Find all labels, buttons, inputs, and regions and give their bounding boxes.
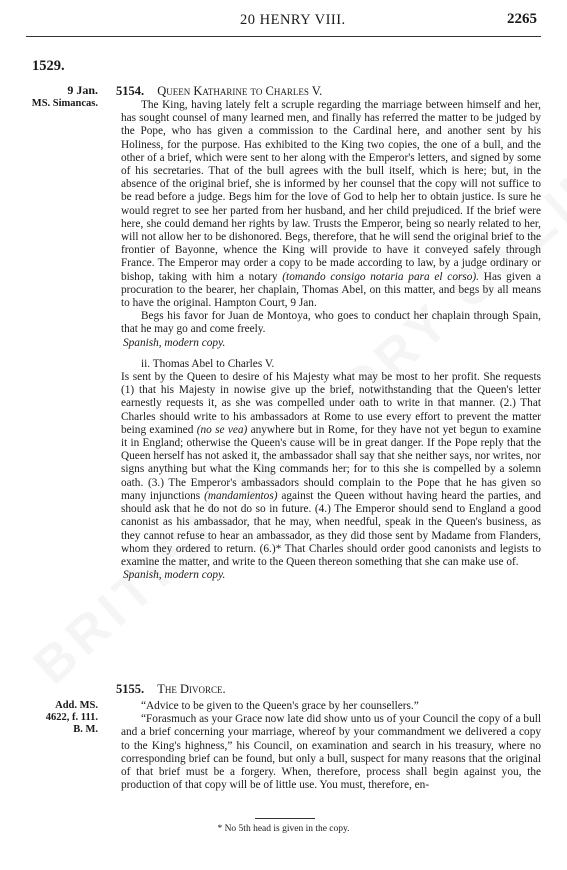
spacer (121, 350, 541, 358)
entry-body-5154 (121, 99, 541, 582)
paragraph-text: Has given a procuration to the bearer, her chaplain, Thomas Abel, on this matter, and begs by all means to have the original. Hampton Court, 9 Jan. (121, 270, 541, 310)
footnote: * No 5th head is given in the copy. (217, 824, 350, 834)
entry-number: 5154. (116, 84, 145, 98)
entry-heading-5154 (116, 84, 322, 99)
entry-source-line: Add. MS. (55, 700, 98, 711)
entry-source: MS. Simancas. (31, 98, 98, 109)
entry-title: Queen Katharine to Charles V. (157, 84, 323, 98)
entry-number: 5155. (116, 682, 145, 696)
copy-note: Spanish, modern copy. (123, 336, 226, 349)
entry-title: The Divorce. (157, 682, 226, 696)
paragraph-text: The King, having lately felt a scruple regarding the marriage between himself and her, has sought counsel of many learned men, and finally has referred the matter to be judged by the Pope, who has given a commission to the Cardinal here, and another sent by his Holiness, for the purpose. Has exhibited to the King two copies, the one of a bull, and the other of a brief, which were sent to her along with the Emperor's letters, and signed by some of his secretaries. That of the bull agrees with the bull itself, which is here; but, in the absence of the original brief, she is informed by her counsel that the copy will not suffice to be read before a judge. Begs him for the love of God to help her to obtain justice. Is sure he would regret to see her parted from her husband, and her child prejudiced. If the brief were here, she could demand her rights by law. Trusts the Emperor, being so nearly related to her, will not allow her to be dishonored. Begs, therefore, that he will send the original brief to the frontier of Bayonne, whence the King will provide to have it conveyed safely through France. The Emperor may order a copy to be made according to law, by a judge ordinary or bishop, taking with him a notary (121, 99, 541, 283)
running-head (0, 10, 567, 34)
entry-date: 9 Jan. (67, 83, 98, 97)
sub-heading: ii. Thomas Abel to Charles V. (141, 357, 275, 370)
page-number: 2265 (507, 11, 537, 27)
header-rule (26, 36, 541, 37)
footnote-rule (255, 818, 315, 819)
entry-heading-5155 (116, 682, 226, 697)
running-title: 20 HENRY VIII. (240, 12, 346, 28)
paragraph-text: Is sent by the Queen to desire of his Majesty what may be most to her profit. She requests (1) that his Majesty in nowise give up the brief, notwithstanding that the Queen's letter earnestly requests it, as she was compelled under oath to write in that manner. (2.) That Charles should write to his ambassadors at Rome to use every effort to prevent the matter being examined (121, 371, 541, 436)
paragraph (121, 99, 541, 310)
paragraph (121, 371, 541, 569)
spanish-phrase: (tomando consigo notaria para el corso). (282, 270, 480, 283)
spanish-phrase: (mandamientos) (204, 489, 278, 502)
year: 1529. (32, 58, 65, 74)
copy-note: Spanish, modern copy. (123, 569, 226, 582)
paragraph: “Advice to be given to the Queen's grace by her counsellers.” (141, 700, 419, 712)
entry-source-line: B. M. (73, 724, 98, 735)
spanish-phrase: (no se vea) (196, 423, 248, 436)
entry-source-line: 4622, f. 111. (45, 712, 98, 723)
paragraph-text: against the Queen without having heard the parties, and should ask that he do not do so in future. (4.) The Emperor should send to England a good canonist as his ambassador, that he may, when needful, speak in the Queen's business, as they cannot refuse to hear an ambassador, as they did those sent by Madame from Flanders, whom they ordered to return. (6.)* That Charles should order good canonists and legists to examine the matter, and write to the Queen thereon something that she can make use of. (121, 489, 542, 568)
paragraph: Begs his favor for Juan de Montoya, who goes to conduct her chaplain through Spain, that he may go and come freely. (121, 310, 541, 336)
paragraph-text: anywhere but in Rome, for they have not yet begun to examine it in England; otherwise the Queen's cause will be in great danger. If the Pope reply that the Queen herself has not asked it, the ambassador shall say that she neither says, nor writes, nor signs anything but what the King commands her; for to this she is compelled by a solemn oath. (3.) The Emperor's ambassadors should complain to the Pope that he has given so many injunctions (121, 423, 542, 502)
entry-body-5155 (121, 700, 541, 792)
paragraph: “Forasmuch as your Grace now late did show unto us of your Council the copy of a bull and a brief concerning your marriage, whereof by your commandment we delivered a copy to the King's highness,” his Council, on examination and search in his treasury, where no corresponding brief can be found, but only a bull, suspect for many reasons that the original of that brief must be a forgery. When, therefore, process shall begin against you, the production of that copy will be of little use. You must, therefore, en- (121, 713, 541, 792)
